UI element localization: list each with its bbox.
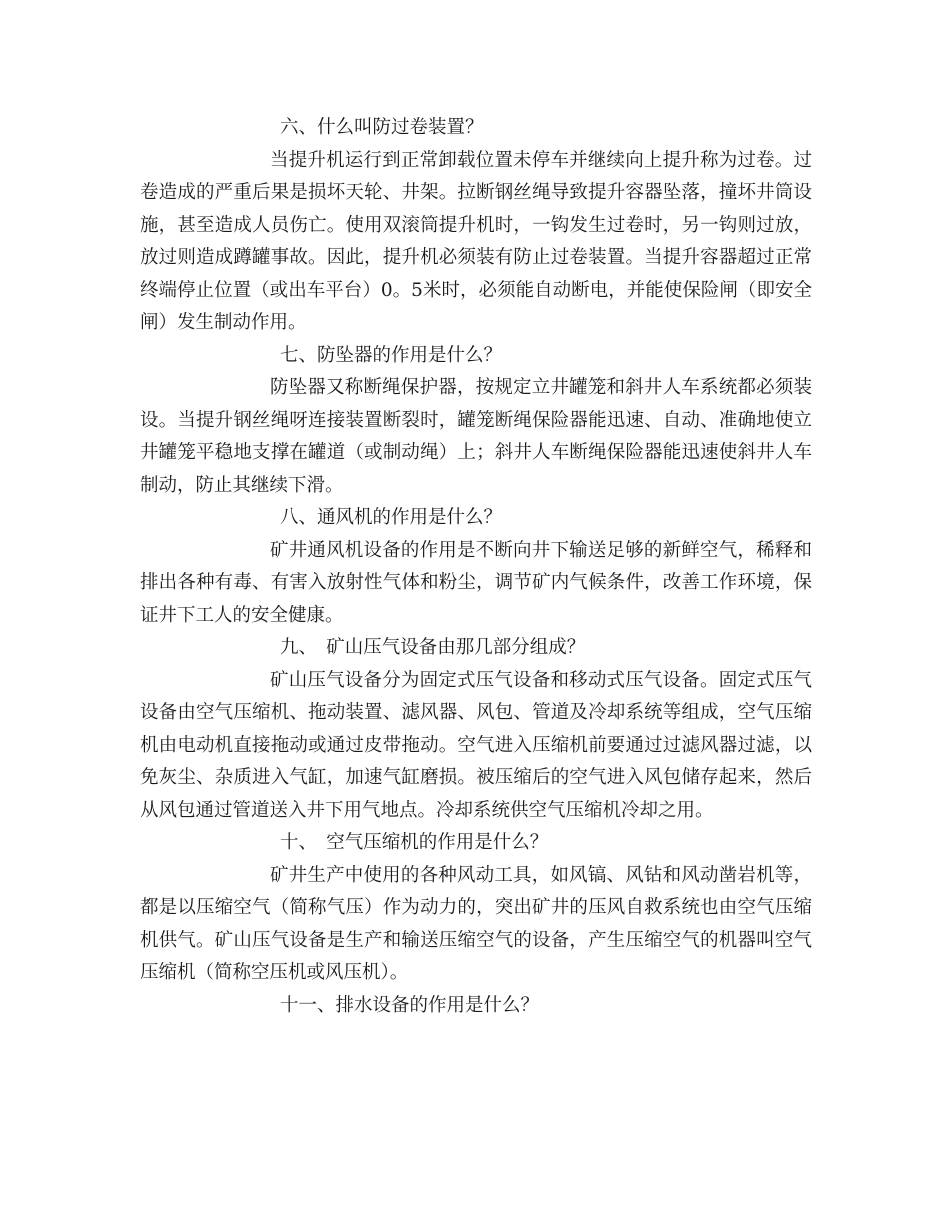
section-paragraph-7: 防坠器又称断绳保护器，按规定立井罐笼和斜井人车系统都必须装设。当提升钢丝绳呀连接装置断裂时，罐笼断绳保险器能迅速、自动、准确地使立井罐笼平稳地支撑在罐道（或制动绳）上；斜井人车断绳保险器能迅速使斜井人车制动，防止其继续下滑。 bbox=[140, 377, 812, 496]
section-heading-9: 九、 矿山压气设备由那几部分组成？ bbox=[280, 637, 586, 658]
section-heading-6: 六、什么叫防过卷装置？ bbox=[280, 117, 484, 138]
section-paragraph-9: 矿山压气设备分为固定式压气设备和移动式压气设备。固定式压气设备由空气压缩机、拖动装置、滤风器、风包、管道及冷却系统等组成，空气压缩机由电动机直接拖动或通过皮带拖动。空气进入压缩机前要通过过滤风器过滤，以免灰尘、杂质进入气缸，加速气缸磨损。被压缩后的空气进入风包储存起来，然后从风包通过管道送入井下用气地点。冷却系统供空气压缩机冷却之用。 bbox=[140, 669, 812, 821]
section-heading-7: 七、防坠器的作用是什么？ bbox=[280, 344, 503, 366]
section-heading-10: 十、 空气压缩机的作用是什么？ bbox=[280, 832, 549, 853]
section-paragraph-8: 矿井通风机设备的作用是不断向井下输送足够的新鲜空气，稀释和排出各种有毒、有害入放射性气体和粉尘，调节矿内气候条件，改善工作环境，保证井下工人的安全健康。 bbox=[140, 539, 812, 626]
section-paragraph-6: 当提升机运行到正常卸载位置未停车并继续向上提升称为过卷。过卷造成的严重后果是损坏天轮、井架。拉断钢丝绳导致提升容器坠落，撞坏井筒设施，甚至造成人员伤亡。使用双滚筒提升机时，一钩发生过卷时，另一钩则过放，放过则造成蹲罐事故。因此，提升机必须装有防止过卷装置。当提升容器超过正常终端停止位置（或出车平台）0。5米时，必须能自动断电，并能使保险闸（即安全闸）发生制动作用。 bbox=[140, 149, 812, 333]
section-heading-8: 八、通风机的作用是什么？ bbox=[280, 507, 503, 528]
section-paragraph-10: 矿井生产中使用的各种风动工具，如风镐、风钻和风动凿岩机等，都是以压缩空气（简称气压）作为动力的，突出矿井的压风自救系统也由空气压缩机供气。矿山压气设备是生产和输送压缩空气的设备，产生压缩空气的机器叫空气压缩机（简称空压机或风压机）。 bbox=[140, 864, 812, 983]
document-body bbox=[140, 112, 812, 1022]
section-heading-11: 十一、排水设备的作用是什么？ bbox=[280, 994, 540, 1016]
